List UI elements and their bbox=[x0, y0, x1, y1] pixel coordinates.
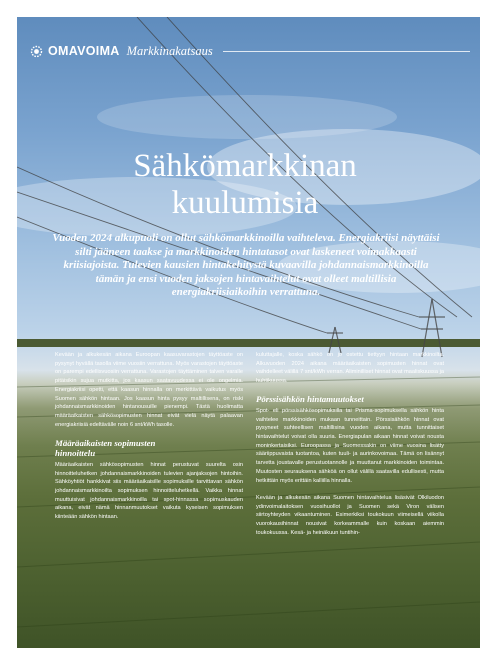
sun-logo-icon bbox=[30, 45, 43, 58]
power-lines-field-photo bbox=[17, 17, 480, 648]
body-paragraph: kuluttajalle, koska sähkö on jo ostettu tiettyyn hintaan markkinoilta. Alkuvuoden 2024 aikana määräaikaisten sopimusten hinnat ovat vaihdelleet välillä 7 snt/kWh verran. Aliminilliset hinnat ovat maaliskuussa ja huhtikuussa. bbox=[256, 352, 444, 385]
article-title bbox=[60, 148, 430, 222]
left-column bbox=[55, 351, 243, 530]
section-name: Markkinakatsaus bbox=[126, 43, 213, 58]
subheading: Pörssisähkön hintamuutokset bbox=[256, 394, 364, 405]
photo-scenery bbox=[17, 17, 480, 648]
body-paragraph: Kevään ja alkukesän aikana Euroopan kaasuvarastojen täyttöaste on pysynyt hyvällä tasolla viime vuosiin verrattuna. Myös varastojen täyttöaste on parempi edellisvuosiin verrattuna. Varastojen täyttäminen talven varalle pitäisikin sujua mutkitta, jos kaasun saatavuudessa ei ole ongelmia. Energiakriisi opetti, että kaasun hinnalla on merkittävä vaikutus myös Suomen sähkön hintaan. Jos kaasun hinta pysyy maltillisena, on riski johdannaismarkkinoiden hintanousuille pienempi. Tästä huolimatta määräaikaisten sähkösopimusten hinnat eivät vielä näytä palaavan energiakriisiä edeltävälle noin 6 snt/kWh tasolle. bbox=[55, 352, 243, 428]
body-paragraph: Spot- eli pörssisähkösopimuksilla tai Prisma-sopimuksella sähkön hinta vaihtelee markkinoiden mukaan tunneittain. Pörssisähkön hinnat ovat pysyneet suhteellisen maltillisina vuoden aikana, mutta tunnittaiset hintavaihtelut voivat olla suuria. Energiapulan aikaan hinnat voivat nousta moninkertaisiksi. Euroopassa ja Suomessakin on viime vuosina lisätty sääriippuvaista tuotantoa, kuten tuuli- ja aurinkovoimaa. Tämä on lisännyt tarvetta joustavalle perustuotannolle ja muuttanut markkinoiden toimintaa. Muutosten seurauksena sähköä on ollut välillä saatavilla edullisesti, mutta hetkittäin myös erittäin kalliilla hinnalla. bbox=[256, 407, 444, 484]
subheading bbox=[55, 438, 243, 459]
subheading-line-2: hinnoittelu bbox=[55, 448, 96, 459]
page-header bbox=[30, 40, 470, 62]
body-paragraph: Kevään ja alkukesän aikana Suomen hintavaihtelua lisäsivät Olkiluodon ydinvoimalaitoksen vuosihuollot ja Suomen sekä Viron välisen siirtoyhteyden vikaantuminen. Esimerkiksi toukokuun viimeisellä viikolla vuorokausihinnat nousivat korkeammalle kuin koskaan aiemmin toukokuussa. Kesä- ja heinäkuun tuntihin- bbox=[256, 494, 444, 536]
right-column bbox=[256, 351, 444, 546]
body-paragraph: Määräaikaisten sähkösopimusten hinnat perustuvat suurelta osin hinnoitteluhetken johdannaismarkkinoiden tulevien ajanjaksojen hintoihin. Sähköyhtiöt hankkivat siis määräaikaisille sopimuksille tarvittavan sähkön johdannaismarkkinoilta sopimuksen hinnoitteluhetkellä. Vaikka hinnat muuttuisivat johdannaismarkkinoilla tai spot-hinnassa sopimuskauden aikana, eivät nämä hinnanmuutokset vaikuta kyseisen sopimuksen kiinteään sähkön hintaan. bbox=[55, 461, 243, 521]
title-line-2: kuulumisia bbox=[171, 185, 319, 221]
header-divider bbox=[223, 51, 470, 52]
subheading-line-1: Määräaikaisten sopimusten bbox=[55, 437, 156, 448]
title-line-1: Sähkömarkkinan bbox=[133, 148, 357, 184]
brand-name: OMAVOIMA bbox=[48, 44, 120, 58]
article-lead: Vuoden 2024 alkupuoli on ollut sähkömarkkinoilla vaihteleva. Energiakriisi näyttäisi silti jääneen taakse ja markkinoiden hintatasot ovat laskeneet voimakkaasti kriisiajoista. Tulevien kausien hintakehitystä kuvaavilla johdannaismarkkinoilla tämän ja ensi vuoden jaksojen hintavaihtelut ovat olleet maltillisia energiakriisiaikoihin verrattuna. bbox=[52, 232, 440, 299]
